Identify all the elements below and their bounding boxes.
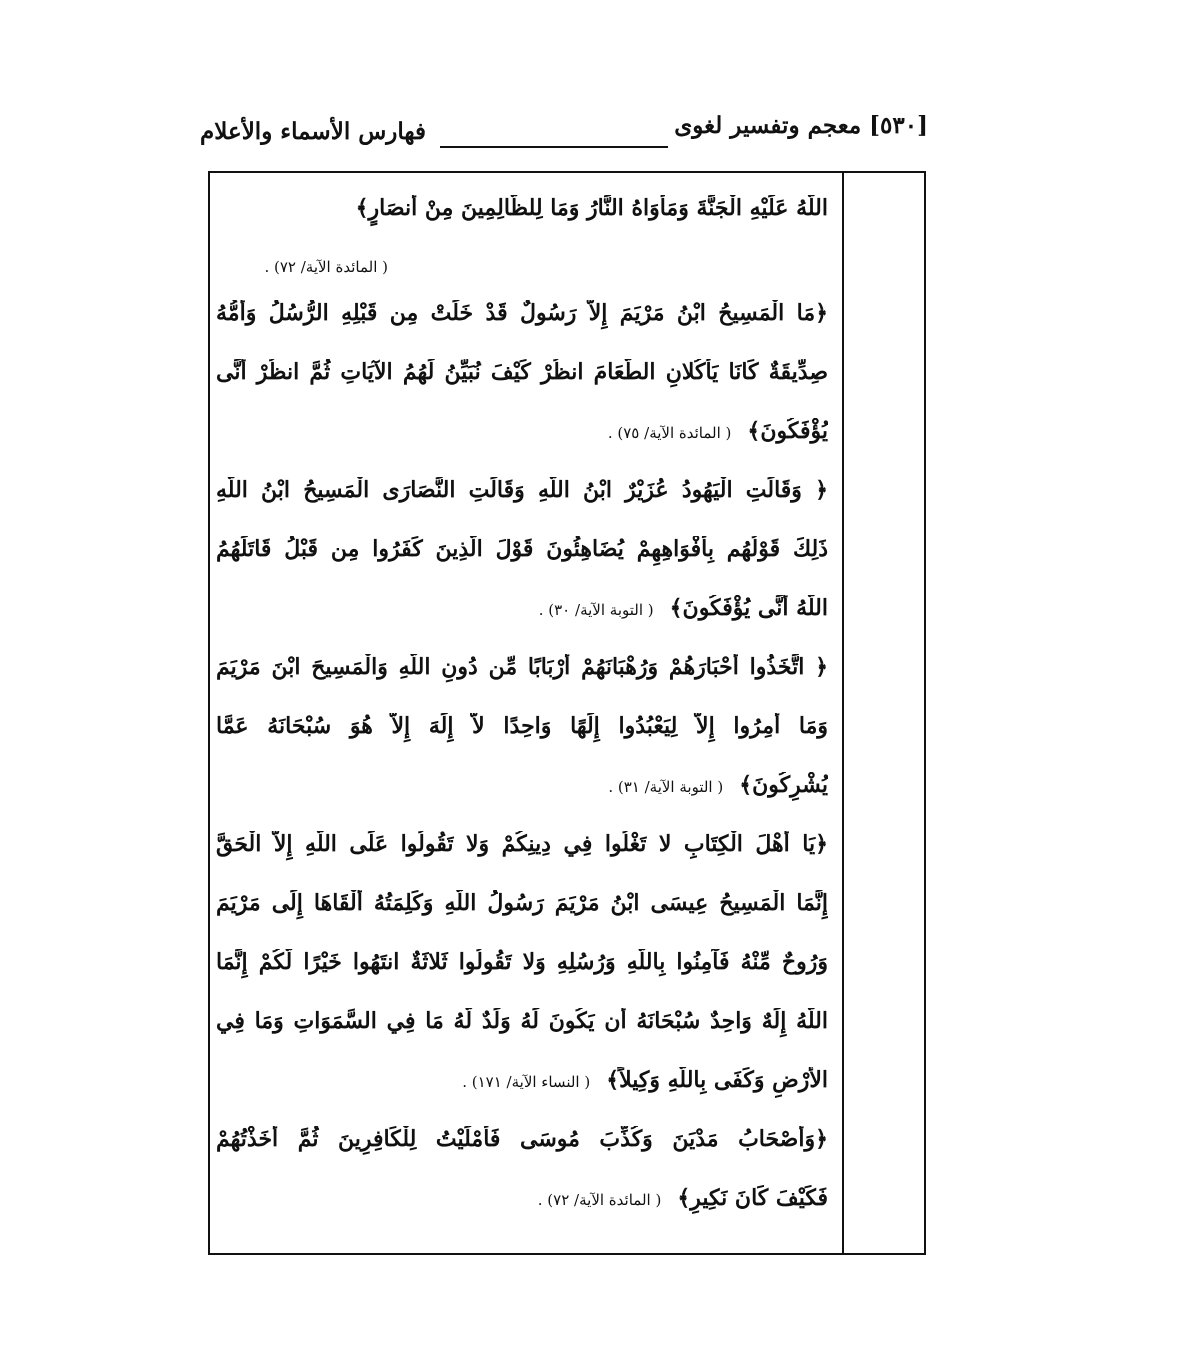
verse-reference: ( النساء الآية/ ١٧١) . <box>462 1073 591 1091</box>
content-frame <box>208 171 926 1255</box>
verse-reference: ( التوبة الآية/ ٣٠) . <box>538 601 654 619</box>
verse-line: وَرُوحٌ مِّنْهُ فَآمِنُوا بِاللَّهِ وَرُسُلِهِ وَلا تَقُولُوا ثَلاثَةٌ انتَهُوا خَيْرًا لَّكُمْ إِنَّمَا <box>216 949 828 975</box>
verse-line-with-reference <box>216 418 828 477</box>
verse-line: وَمَا أُمِرُوا إِلاَّ لِيَعْبُدُوا إِلَهًا وَاحِدًا لاَّ إِلَهَ إِلاَّ هُوَ سُبْحَانَهُ عَمَّا <box>216 713 828 739</box>
verse-line: ﴿ اتَّخَذُوا أَحْبَارَهُمْ وَرُهْبَانَهُمْ أَرْبَابًا مِّن دُونِ اللَّهِ وَالْمَسِيحَ ابْنَ مَرْيَمَ <box>216 654 828 680</box>
verse-line: ذَلِكَ قَوْلُهُم بِأَفْوَاهِهِمْ يُضَاهِئُونَ قَوْلَ الَّذِينَ كَفَرُوا مِن قَبْلُ قَاتَلَهُمُ <box>216 536 828 562</box>
verse-text: الأَرْضِ وَكَفَى بِاللَّهِ وَكِيلاً﴾ <box>606 1067 828 1093</box>
page-info: [٥٣٠] معجم وتفسير لغوى <box>674 112 928 139</box>
side-column <box>842 173 924 1253</box>
verse-text: اللَّهُ أَنَّى يُؤْفَكُونَ﴾ <box>669 595 828 621</box>
verse-text: يُشْرِكُونَ﴾ <box>739 772 828 798</box>
verse-line: اللَّهُ عَلَيْهِ الْجَنَّةَ وَمَأْوَاهُ النَّارُ وَمَا لِلظَّالِمِينَ مِنْ أَنصَارٍ﴾ <box>355 195 828 221</box>
verse-line: ﴿وَأَصْحَابُ مَدْيَنَ وَكُذِّبَ مُوسَى فَأَمْلَيْتُ لِلْكَافِرِينَ ثُمَّ أَخَذْتُهُمْ <box>216 1126 828 1152</box>
verse-line: ﴿يَا أَهْلَ الْكِتَابِ لا تَغْلُوا فِي دِينِكُمْ وَلا تَقُولُوا عَلَى اللَّهِ إِلاَّ الْحَقَّ <box>216 831 828 857</box>
verse-line: ﴿ وَقَالَتِ الْيَهُودُ عُزَيْرٌ ابْنُ اللَّهِ وَقَالَتِ النَّصَارَى الْمَسِيحُ ابْنُ اللَّهِ <box>216 477 828 503</box>
verse-line-with-reference <box>216 595 828 654</box>
verse-reference: ( المائدة الآية/ ٧٢) . <box>537 1191 662 1209</box>
verse-line: اللَّهُ إِلَهٌ وَاحِدٌ سُبْحَانَهُ أَن يَكُونَ لَهُ وَلَدٌ لَّهُ مَا فِي السَّمَوَاتِ وَمَا فِي <box>216 1008 828 1034</box>
verse-text: فَكَيْفَ كَانَ نَكِيرِ﴾ <box>677 1185 828 1211</box>
verse-text: يُؤْفَكُونَ﴾ <box>747 418 828 444</box>
verse-reference: ( المائدة الآية/ ٧٢) . <box>264 258 388 276</box>
verse-reference: ( المائدة الآية/ ٧٥) . <box>607 424 732 442</box>
page-header <box>198 110 938 154</box>
verse-line-with-reference <box>216 772 828 831</box>
section-title: فهارس الأسماء والأعلام <box>200 118 427 145</box>
verse-line-with-reference <box>216 1185 828 1244</box>
verses-content <box>216 195 828 1244</box>
verse-line: إِنَّمَا الْمَسِيحُ عِيسَى ابْنُ مَرْيَمَ رَسُولُ اللَّهِ وَكَلِمَتُهُ أَلْقَاهَا إِلَى مَرْيَمَ <box>216 890 828 916</box>
verse-line: صِدِّيقَةٌ كَانَا يَأْكُلانِ الطَّعَامَ انظُرْ كَيْفَ نُبَيِّنُ لَهُمُ الآيَاتِ ثُمَّ انظُرْ أَنَّى <box>216 359 828 385</box>
verse-reference: ( التوبة الآية/ ٣١) . <box>608 778 724 796</box>
verse-line: ﴿مَا الْمَسِيحُ ابْنُ مَرْيَمَ إِلاَّ رَسُولٌ قَدْ خَلَتْ مِن قَبْلِهِ الرُّسُلُ وَأُمُّهُ <box>216 300 828 326</box>
verse-line-with-reference <box>216 1067 828 1126</box>
header-rule <box>440 146 668 148</box>
